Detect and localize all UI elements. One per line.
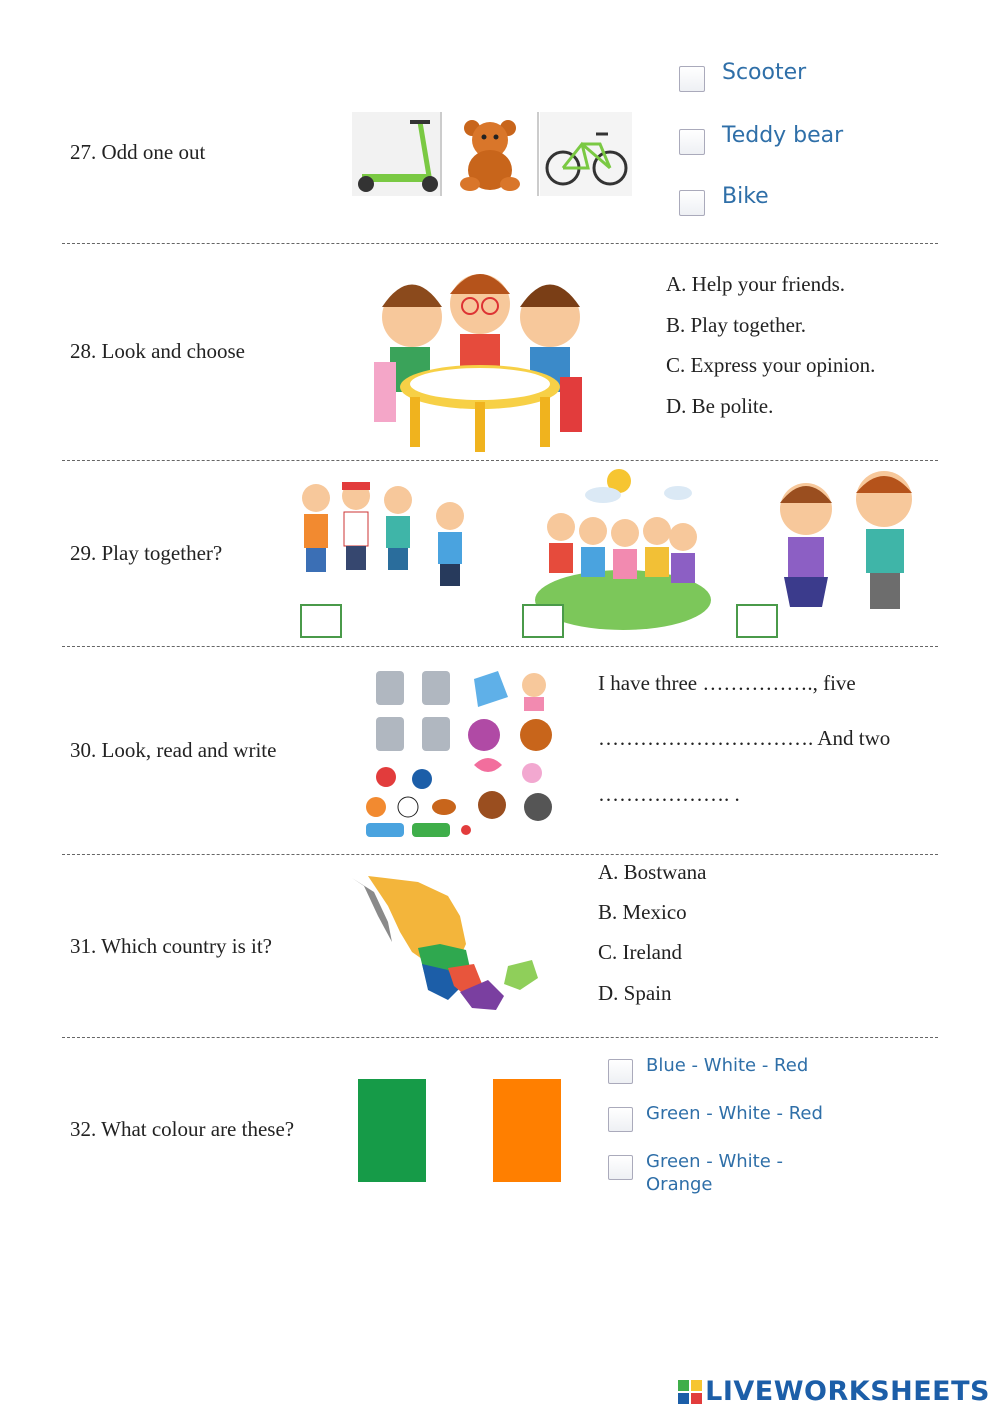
q30-line-2: …………………………. And two (598, 726, 891, 750)
separator (62, 854, 938, 855)
kids-excluding-svg (290, 470, 490, 605)
q30-line-1: I have three ……………., five (598, 671, 856, 695)
separator (62, 1037, 938, 1038)
option-bike: Bike (722, 184, 769, 209)
option-green-white-orange-cont: Orange (646, 1174, 713, 1195)
q30-line-3: ………………. . (598, 782, 740, 806)
flag-stripe-orange (493, 1079, 561, 1182)
liveworksheets-logo-icon (678, 1380, 702, 1404)
option-teddy-bear: Teddy bear (722, 123, 844, 148)
kids-excluding-image (290, 470, 490, 605)
checkbox-green-white-red[interactable] (608, 1107, 633, 1132)
checkbox-blue-white-red[interactable] (608, 1059, 633, 1084)
flag-stripe-white (426, 1079, 494, 1182)
ireland-flag (358, 1079, 561, 1182)
option-c[interactable]: C. Ireland (598, 940, 682, 964)
odd-one-out-images (352, 112, 632, 196)
option-d[interactable]: D. Spain (598, 981, 672, 1005)
logo-text: LIVEWORKSHEETS (705, 1376, 990, 1407)
checkbox-teddy-bear[interactable] (679, 129, 705, 155)
answer-box-1[interactable] (300, 604, 342, 638)
option-c[interactable]: C. Express your opinion. (666, 353, 876, 377)
checkbox-scooter[interactable] (679, 66, 705, 92)
question-29: 29. Play together? (70, 541, 223, 565)
kids-at-table-image (370, 262, 595, 457)
question-32: 32. What colour are these? (70, 1117, 295, 1141)
kids-arguing-image (762, 465, 942, 620)
teddy-bear-image (460, 120, 520, 191)
liveworksheets-logo (678, 1376, 990, 1407)
answer-box-3[interactable] (736, 604, 778, 638)
question-30: 30. Look, read and write (70, 738, 277, 762)
toys-collection-svg (364, 665, 562, 843)
question-28: 28. Look and choose (70, 339, 245, 363)
question-27: 27. Odd one out (70, 140, 206, 164)
mexico-map-svg (348, 872, 543, 1017)
option-d[interactable]: D. Be polite. (666, 394, 774, 418)
separator (62, 646, 938, 647)
flag-stripe-green (358, 1079, 426, 1182)
kids-arguing-svg (762, 465, 942, 620)
option-a[interactable]: A. Help your friends. (666, 272, 846, 296)
option-green-white-red: Green - White - Red (646, 1103, 823, 1124)
checkbox-bike[interactable] (679, 190, 705, 216)
answer-box-2[interactable] (522, 604, 564, 638)
option-blue-white-red: Blue - White - Red (646, 1055, 809, 1076)
option-b[interactable]: B. Mexico (598, 900, 687, 924)
option-scooter: Scooter (722, 60, 807, 85)
question-31: 31. Which country is it? (70, 934, 272, 958)
kids-at-table-svg (370, 262, 595, 457)
toys-collection-image (364, 665, 562, 843)
option-a[interactable]: A. Bostwana (598, 860, 707, 884)
mexico-map-image (348, 872, 543, 1017)
option-green-white-orange: Green - White - (646, 1151, 784, 1172)
separator (62, 243, 938, 244)
separator (62, 460, 938, 461)
checkbox-green-white-orange[interactable] (608, 1155, 633, 1180)
odd-one-out-svg (352, 112, 632, 196)
option-b[interactable]: B. Play together. (666, 313, 806, 337)
